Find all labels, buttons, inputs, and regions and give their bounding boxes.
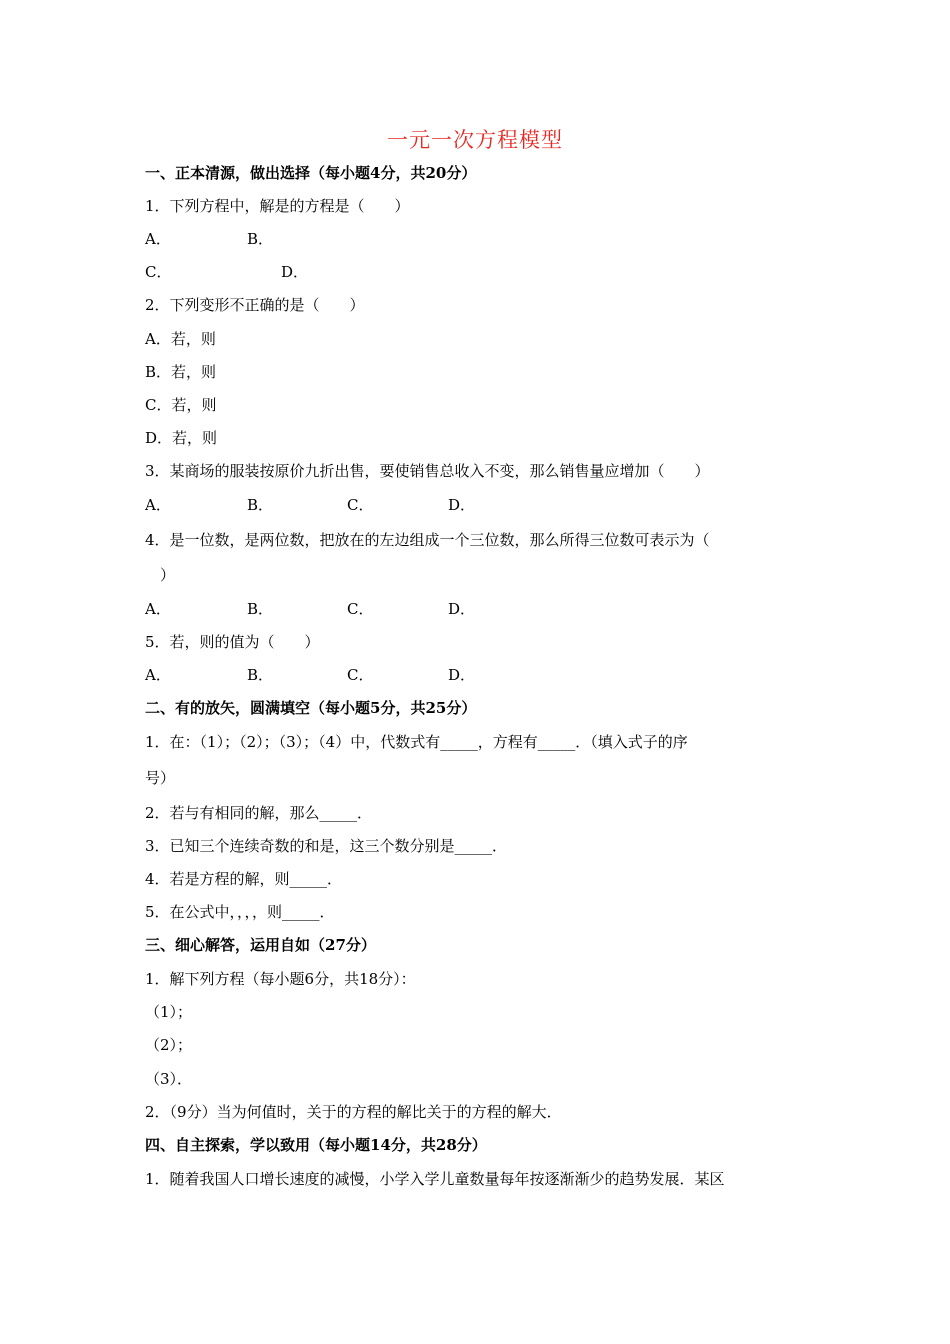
s1-q4-option-a: A．	[145, 600, 171, 618]
s1-q3-option-d: D．	[448, 496, 476, 514]
s1-q4-stem-cont: ）	[160, 566, 176, 584]
s1-q1-option-d: D．	[281, 263, 309, 281]
s1-q2-option-c: C．若，则	[145, 396, 217, 414]
s3-q1-part1: （1）；	[145, 1003, 193, 1021]
section1-heading: 一、正本清源，做出选择（每小题4分，共20分）	[145, 164, 477, 182]
s2-q1-cont: 号）	[145, 769, 176, 787]
s1-q3-option-a: A．	[145, 496, 171, 514]
s2-q4: 4．若是方程的解，则_____．	[145, 870, 343, 888]
s1-q3-option-b: B．	[247, 496, 274, 514]
s3-q1-part3: （3）．	[145, 1070, 193, 1088]
s1-q1-option-a: A．	[145, 230, 171, 248]
s1-q4-stem: 4．是一位数，是两位数，把放在的左边组成一个三位数，那么所得三位数可表示为（	[145, 531, 710, 549]
s3-q1-part2: （2）；	[145, 1036, 193, 1054]
s1-q3-option-c: C．	[347, 496, 374, 514]
section4-heading: 四、自主探索，学以致用（每小题14分，共28分）	[145, 1136, 487, 1154]
s1-q3-stem: 3．某商场的服装按原价九折出售，要使销售总收入不变，那么销售量应增加（ ）	[145, 462, 710, 480]
s2-q5: 5．在公式中，，，，则_____．	[145, 903, 335, 921]
s1-q2-option-a: A．若，则	[145, 330, 216, 348]
s3-q2: 2．（9分）当为何值时，关于的方程的解比关于的方程的解大．	[145, 1103, 562, 1121]
s2-q3: 3．已知三个连续奇数的和是，这三个数分别是_____．	[145, 837, 508, 855]
s1-q1-option-c: C．	[145, 263, 172, 281]
s1-q5-option-c: C．	[347, 666, 374, 684]
s2-q1: 1．在：（1）；（2）；（3）；（4）中，代数式有_____，方程有_____．（填入式子的序	[145, 733, 688, 751]
s1-q5-stem: 5．若，则的值为（ ）	[145, 633, 320, 651]
s1-q2-option-d: D．若，则	[145, 429, 218, 447]
s4-q1: 1．随着我国人口增长速度的减慢，小学入学儿童数量每年按逐渐渐少的趋势发展．某区	[145, 1170, 725, 1188]
s1-q2-option-b: B．若，则	[145, 363, 217, 381]
s1-q4-option-c: C．	[347, 600, 374, 618]
s1-q4-option-b: B．	[247, 600, 274, 618]
section3-heading: 三、细心解答，运用自如（27分）	[145, 936, 376, 954]
s1-q5-option-d: D．	[448, 666, 476, 684]
section2-heading: 二、有的放矢，圆满填空（每小题5分，共25分）	[145, 699, 477, 717]
s1-q4-option-d: D．	[448, 600, 476, 618]
s1-q5-option-b: B．	[247, 666, 274, 684]
s1-q2-stem: 2．下列变形不正确的是（ ）	[145, 296, 365, 314]
s1-q5-option-a: A．	[145, 666, 171, 684]
document-title: 一元一次方程模型	[387, 128, 563, 152]
s3-q1: 1．解下列方程（每小题6分，共18分）：	[145, 970, 416, 988]
s1-q1-stem: 1．下列方程中，解是的方程是（ ）	[145, 197, 410, 215]
s2-q2: 2．若与有相同的解，那么_____．	[145, 804, 373, 822]
s1-q1-option-b: B．	[247, 230, 274, 248]
